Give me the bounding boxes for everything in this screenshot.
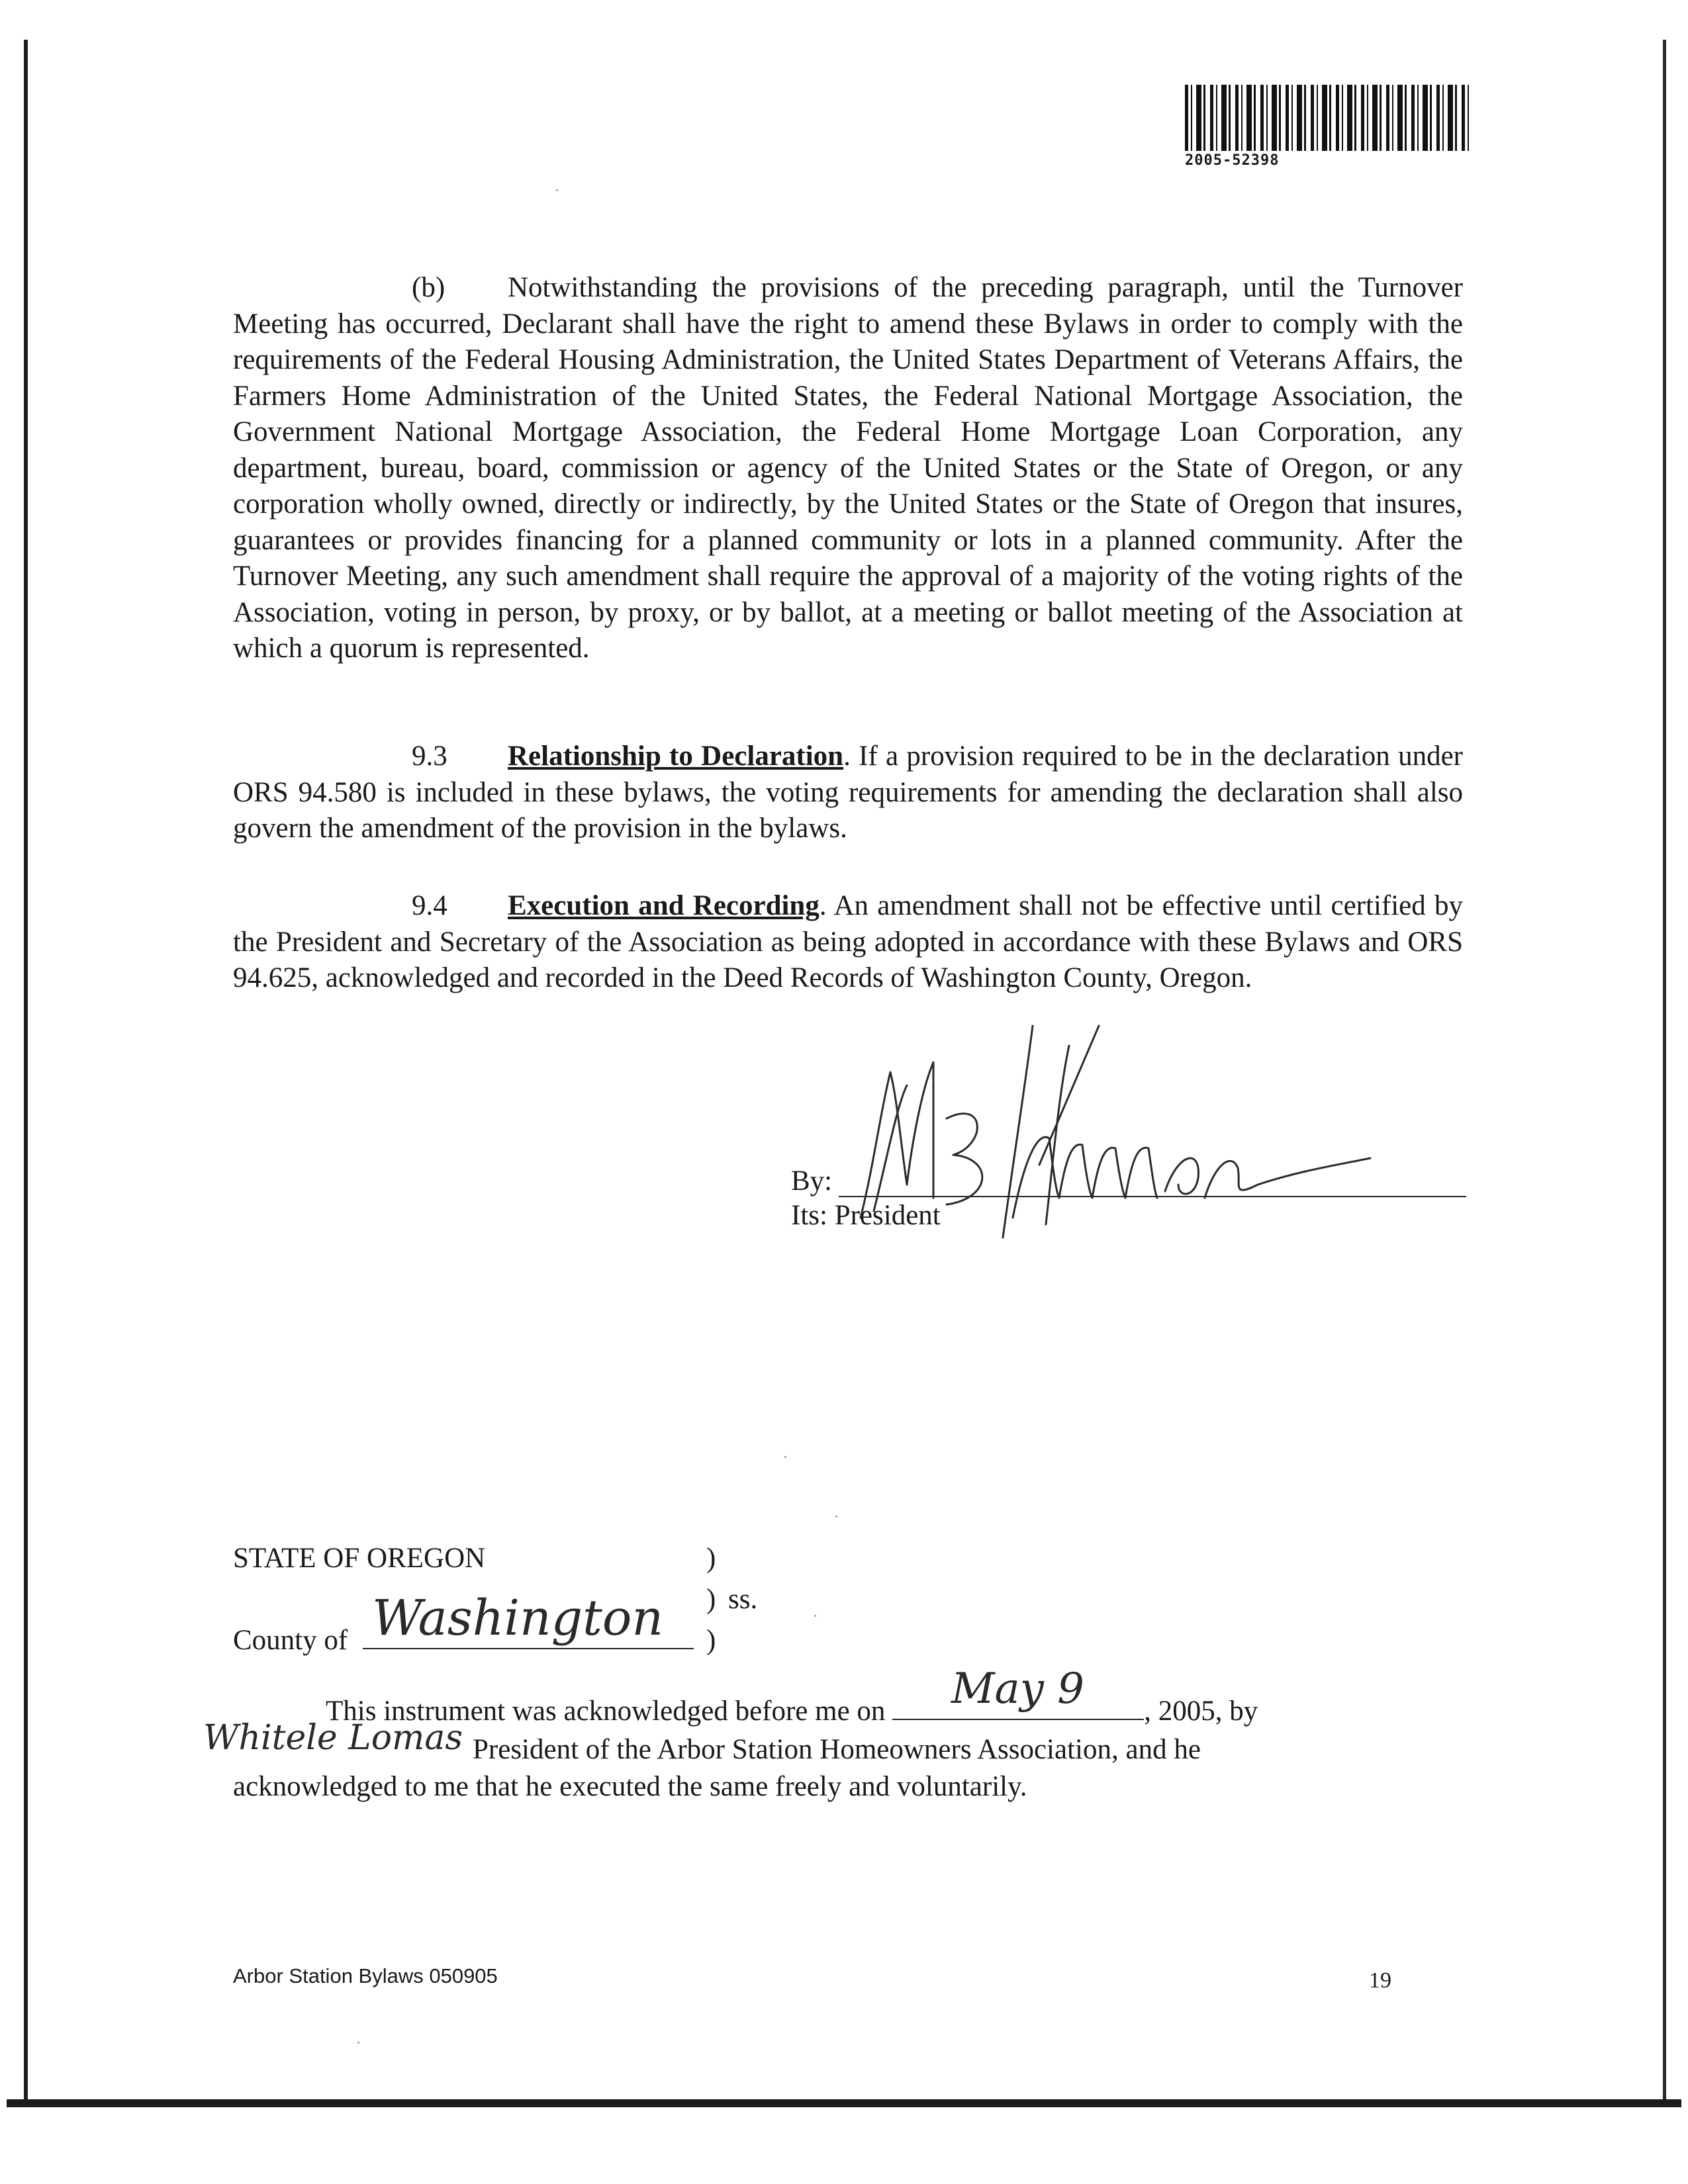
barcode-number: 2005-52398 xyxy=(1185,152,1280,169)
ack-name-handwritten: Whitele Lomas xyxy=(203,1718,463,1758)
ack-date-handwritten: May 9 xyxy=(951,1664,1084,1713)
ack-line-3: acknowledged to me that he executed the same freely and voluntarily. xyxy=(233,1771,1027,1802)
section-9-4 xyxy=(233,888,1463,997)
section-9-4-heading: Execution and Recording xyxy=(508,890,820,921)
notary-venue-block xyxy=(233,1542,829,1674)
ack-prefix: This instrument was acknowledged before me on xyxy=(326,1696,886,1727)
signature-stroke-6 xyxy=(1013,1137,1157,1218)
notary-county-handwritten: Washington xyxy=(372,1590,664,1647)
footer-doc-name: Arbor Station Bylaws 050905 xyxy=(233,1964,498,1987)
ack-year: , 2005, by xyxy=(1144,1696,1258,1727)
scan-edge-left xyxy=(24,40,28,2101)
signature-its-value: President xyxy=(834,1200,941,1231)
signature-stroke-5 xyxy=(1046,1046,1069,1224)
scan-speck xyxy=(784,1456,786,1458)
scan-speck xyxy=(357,2042,359,2044)
scan-speck xyxy=(835,1516,837,1518)
section-9-3-heading: Relationship to Declaration xyxy=(508,741,844,772)
ack-line-1 xyxy=(326,1693,1258,1730)
signature-its-label: Its: xyxy=(791,1200,827,1231)
scan-speck xyxy=(556,189,558,191)
recording-barcode xyxy=(1185,85,1470,167)
paragraph-b-marker: (b) xyxy=(412,272,445,303)
signature-stroke-1 xyxy=(861,1062,933,1218)
notary-state-line: STATE OF OREGON xyxy=(233,1543,486,1574)
ack-line-2: President of the Arbor Station Homeowners Association, and he xyxy=(473,1734,1201,1765)
section-9-4-text: . An amendment shall not be effective until certified by the President and Secretary of the Association as being adopted in accordance with these Bylaws and ORS 94.625, acknowledged and recorded in the Deed Records of Washington County, Oregon. xyxy=(233,890,1463,993)
footer-page-number: 19 xyxy=(1369,1968,1391,1993)
notary-ss: ss. xyxy=(728,1584,758,1615)
signature-stroke-8 xyxy=(1205,1158,1370,1198)
section-9-3-number: 9.3 xyxy=(412,741,447,772)
notary-paren-2: ) xyxy=(706,1584,716,1615)
signature-stroke-4 xyxy=(1003,1026,1033,1238)
signature-stroke-3 xyxy=(947,1114,982,1205)
notary-paren-3: ) xyxy=(706,1625,716,1656)
handwritten-signature xyxy=(834,999,1430,1251)
notary-county-label: County of xyxy=(233,1625,348,1656)
scan-edge-bottom xyxy=(7,2099,1681,2107)
signature-stroke-7 xyxy=(1165,1158,1198,1194)
paragraph-b-text: Notwithstanding the provisions of the preceding paragraph, until the Turnover Meeting has occurred, Declarant shall have the right to amend these Bylaws in order to comply with the requirements of the Federal Housing Administration, the United States Department of Veterans Affairs, the Farmers Home Administration of the United States, the Federal National Mortgage Association, the Government National Mortgage Association, the Federal Home Mortgage Loan Corporation, any department, bureau, board, commission or agency of the United States or the State of Oregon, or any corporation wholly owned, directly or indirectly, by the United States or the State of Oregon that insures, guarantees or provides financing for a planned community or lots in a planned community. After the Turnover Meeting, any such amendment shall require the approval of a majority of the voting rights of the Association, voting in person, by proxy, or by ballot, at a meeting or ballot meeting of the Association at which a quorum is represented. xyxy=(233,272,1463,664)
section-9-3-text: . If a provision required to be in the declaration under ORS 94.580 is included in these bylaws, the voting requirements for amending the declaration shall also govern the amendment of the provision in the bylaws. xyxy=(233,741,1463,844)
notary-paren-1: ) xyxy=(706,1543,716,1574)
signature-by-label: By: xyxy=(791,1165,833,1197)
section-9-4-number: 9.4 xyxy=(412,890,447,921)
barcode-bars xyxy=(1185,85,1470,151)
scan-speck xyxy=(814,1615,816,1617)
section-9-3 xyxy=(233,739,1463,847)
notary-county-line xyxy=(363,1648,694,1649)
scan-edge-right xyxy=(1663,40,1666,2101)
paragraph-b xyxy=(233,270,1463,667)
